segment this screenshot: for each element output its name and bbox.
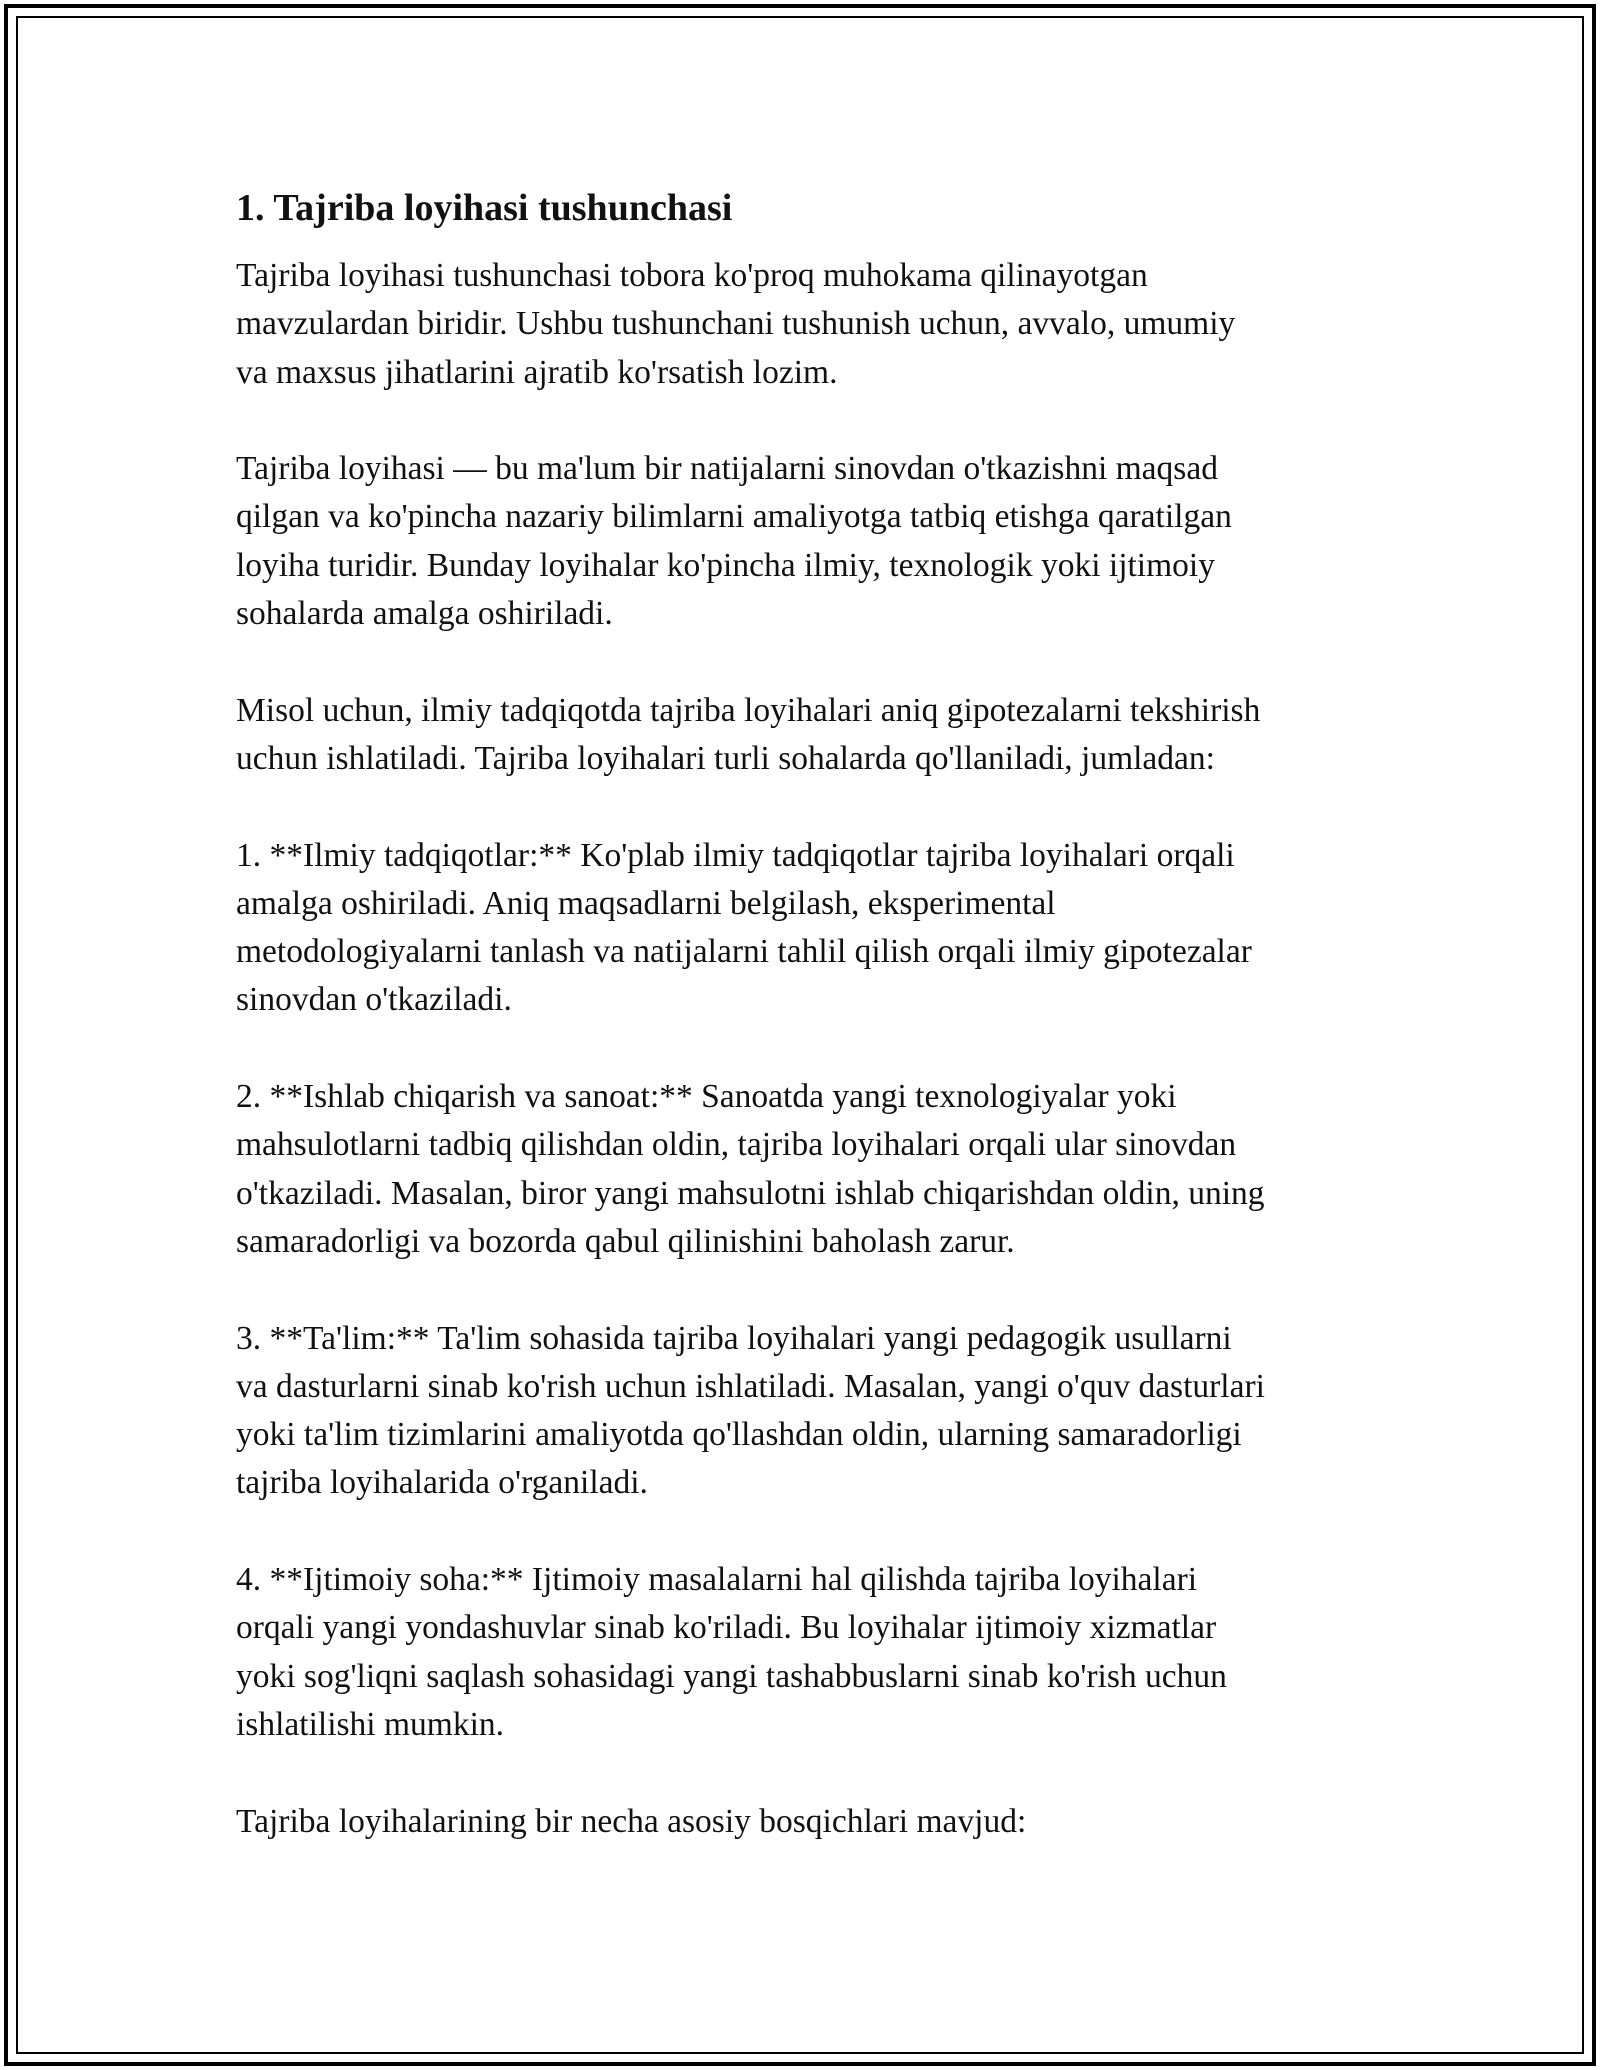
- text-line: ishlatilishi mumkin.: [236, 1705, 505, 1743]
- list-item-industry: [236, 1073, 1386, 1266]
- list-item-social-sphere: [236, 1556, 1386, 1749]
- text-line: mavzulardan biridir. Ushbu tushunchani tushunish uchun, avvalo, umumiy: [236, 305, 1236, 343]
- text-line: orqali yangi yondashuvlar sinab ko'riladi. Bu loyihalar ijtimoiy xizmatlar: [236, 1609, 1217, 1647]
- text-line: sohalarda amalga oshiriladi.: [236, 595, 613, 633]
- text-line: mahsulotlarni tadbiq qilishdan oldin, tajriba loyihalari orqali ular sinovdan: [236, 1126, 1237, 1164]
- text-line: sinovdan o'tkaziladi.: [236, 981, 512, 1019]
- text-line: uchun ishlatiladi. Tajriba loyihalari turli sohalarda qo'llaniladi, jumladan:: [236, 739, 1215, 777]
- text-line: 3. **Ta'lim:** Ta'lim sohasida tajriba loyihalari yangi pedagogik usullarni: [236, 1319, 1232, 1357]
- text-line: Tajriba loyihasi — bu ma'lum bir natijalarni sinovdan o'tkazishni maqsad: [236, 450, 1218, 488]
- text-line: loyiha turidir. Bunday loyihalar ko'pincha ilmiy, texnologik yoki ijtimoiy: [236, 546, 1215, 584]
- text-line: yoki ta'lim tizimlarini amaliyotda qo'llashdan oldin, ularning samaradorligi: [236, 1416, 1242, 1454]
- section-heading: 1. Tajriba loyihasi tushunchasi: [236, 187, 733, 229]
- text-line: qilgan va ko'pincha nazariy bilimlarni amaliyotga tatbiq etishga qaratilgan: [236, 498, 1232, 536]
- paragraph-example: [236, 687, 1386, 784]
- text-line: yoki sog'liqni saqlash sohasidagi yangi tashabbuslarni sinab ko'rish uchun: [236, 1657, 1227, 1695]
- text-line: 1. **Ilmiy tadqiqotlar:** Ko'plab ilmiy tadqiqotlar tajriba loyihalari orqali: [236, 836, 1235, 874]
- text-line: 2. **Ishlab chiqarish va sanoat:** Sanoatda yangi texnologiyalar yoki: [236, 1078, 1177, 1116]
- text-line: Tajriba loyihasi tushunchasi tobora ko'proq muhokama qilinayotgan: [236, 257, 1148, 294]
- list-item-scientific-research: [236, 832, 1386, 1025]
- document-body: [236, 184, 1386, 1894]
- text-line: metodologiyalarni tanlash va natijalarni tahlil qilish orqali ilmiy gipotezalar: [236, 933, 1252, 971]
- paragraph-stages-intro: [236, 1798, 1386, 1846]
- text-line: va maxsus jihatlarini ajratib ko'rsatish lozim.: [236, 353, 838, 391]
- text-line: tajriba loyihalarida o'rganiladi.: [236, 1464, 648, 1502]
- paragraph-intro: [236, 252, 1386, 397]
- text-line: amalga oshiriladi. Aniq maqsadlarni belgilash, eksperimental: [236, 884, 1056, 922]
- text-line: 4. **Ijtimoiy soha:** Ijtimoiy masalalarni hal qilishda tajriba loyihalari: [236, 1561, 1198, 1599]
- paragraph-definition: [236, 445, 1386, 638]
- text-line: samaradorligi va bozorda qabul qilinishini baholash zarur.: [236, 1222, 1015, 1260]
- list-item-education: [236, 1315, 1386, 1508]
- text-line: va dasturlarni sinab ko'rish uchun ishlatiladi. Masalan, yangi o'quv dasturlari: [236, 1367, 1265, 1405]
- text-line: o'tkaziladi. Masalan, biror yangi mahsulotni ishlab chiqarishdan oldin, uning: [236, 1174, 1265, 1212]
- text-line: Misol uchun, ilmiy tadqiqotda tajriba loyihalari aniq gipotezalarni tekshirish: [236, 691, 1261, 729]
- text-line: Tajriba loyihalarining bir necha asosiy bosqichlari mavjud:: [236, 1802, 1027, 1840]
